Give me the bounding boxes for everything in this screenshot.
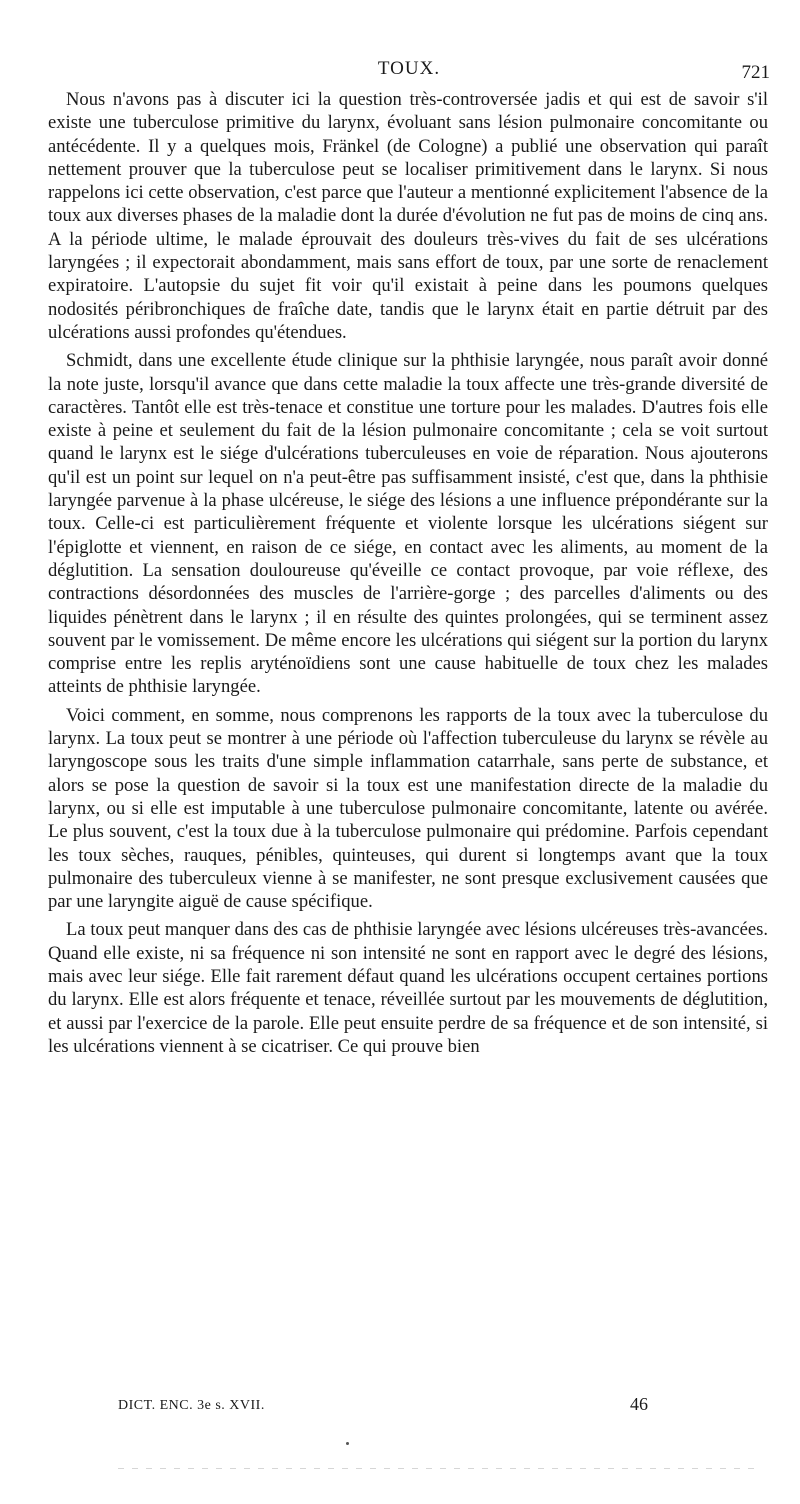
bleed-through-line [118,1468,758,1469]
body-text [48,88,768,1058]
print-speck [346,1442,349,1445]
printer-signature: DICT. ENC. 3e s. XVII. [118,1398,265,1413]
paragraph-1: Nous n'avons pas à discuter ici la question très-controversée jadis et qui est de savoir s'il existe une tuberculose primitive du larynx, évoluant sans lésion pulmonaire concomitante ou antécédente. Il y a quelques mois, Fränkel (de Cologne) a publié une observation qui paraît nettement prouver que la tuberculose peut se localiser primitivement dans le larynx. Si nous rappelons ici cette observation, c'est parce que l'auteur a mentionné explicitement l'absence de la toux aux diverses phases de la maladie dont la durée d'évolution ne fut pas de moins de cinq ans. A la période ultime, le malade éprouvait des douleurs très-vives du fait de ses ulcérations laryngées ; il expectorait abondamment, mais sans effort de toux, par une sorte de renaclement expiratoire. L'autopsie du sujet fit voir qu'il existait à peine dans les poumons quelques nodosités péribronchiques de fraîche date, tandis que le larynx était en partie détruit par des ulcérations aussi profondes qu'étendues. [48,89,768,343]
running-head [48,58,770,88]
signature-number: 46 [630,1394,648,1414]
paragraph-4: La toux peut manquer dans des cas de phthisie laryngée avec lésions ulcéreuses très-avancées. Quand elle existe, ni sa fréquence ni son intensité ne sont en rapport avec le degré des lésions, mais avec leur siége. Elle fait rarement défaut quand les ulcérations occupent certaines portions du larynx. Elle est alors fréquente et tenace, réveillée surtout par les mouvements de déglutition, et aussi par l'exercice de la parole. Elle peut ensuite perdre de sa fréquence et de son intensité, si les ulcérations viennent à se cicatriser. Ce qui prouve bien [48,919,768,1057]
paragraph-2: Schmidt, dans une excellente étude clinique sur la phthisie laryngée, nous paraît avoir donné la note juste, lorsqu'il avance que dans cette maladie la toux affecte une très-grande diversité de caractères. Tantôt elle est très-tenace et constitue une torture pour les malades. D'autres fois elle existe à peine et seulement du fait de la lésion pulmonaire concomitante ; cela se voit surtout quand le larynx est le siége d'ulcérations tuberculeuses en voie de réparation. Nous ajouterons qu'il est un point sur lequel on n'a peut-être pas suffisamment insisté, c'est que, dans la phthisie laryngée parvenue à la phase ulcéreuse, le siége des lésions a une influence prépondérante sur la toux. Celle-ci est particulièrement fréquente et violente lorsque les ulcérations siégent sur l'épiglotte et viennent, en raison de ce siége, en contact avec les aliments, au moment de la déglutition. La sensation douloureuse qu'éveille ce contact provoque, par voie réflexe, des contractions désordonnées des muscles de l'arrière-gorge ; des parcelles d'aliments ou des liquides pénètrent dans le larynx ; il en résulte des quintes prolongées, qui se terminent assez souvent par le vomissement. De même encore les ulcérations qui siégent sur la portion du larynx comprise entre les replis aryténoïdiens sont une cause habituelle de toux chez les malades atteints de phthisie laryngée. [48,350,768,698]
paragraph-3: Voici comment, en somme, nous comprenons les rapports de la toux avec la tuberculose du larynx. La toux peut se montrer à une période où l'affection tuberculeuse du larynx se révèle au laryngoscope sous les traits d'une simple inflammation catarrhale, sans perte de substance, et alors se pose la question de savoir si la toux est une manifestation directe de la maladie du larynx, ou si elle est imputable à une tuberculose pulmonaire concomitante, latente ou avérée. Le plus souvent, c'est la toux due à la tuberculose pulmonaire qui prédomine. Parfois cependant les toux sèches, rauques, pénibles, quinteuses, qui durent si longtemps avant que la toux pulmonaire des tuberculeux vienne à se manifester, ne sont presque exclusivement causées que par une laryngite aiguë de cause spécifique. [48,704,768,913]
page-number: 721 [741,62,770,83]
running-title: TOUX. [377,58,441,79]
